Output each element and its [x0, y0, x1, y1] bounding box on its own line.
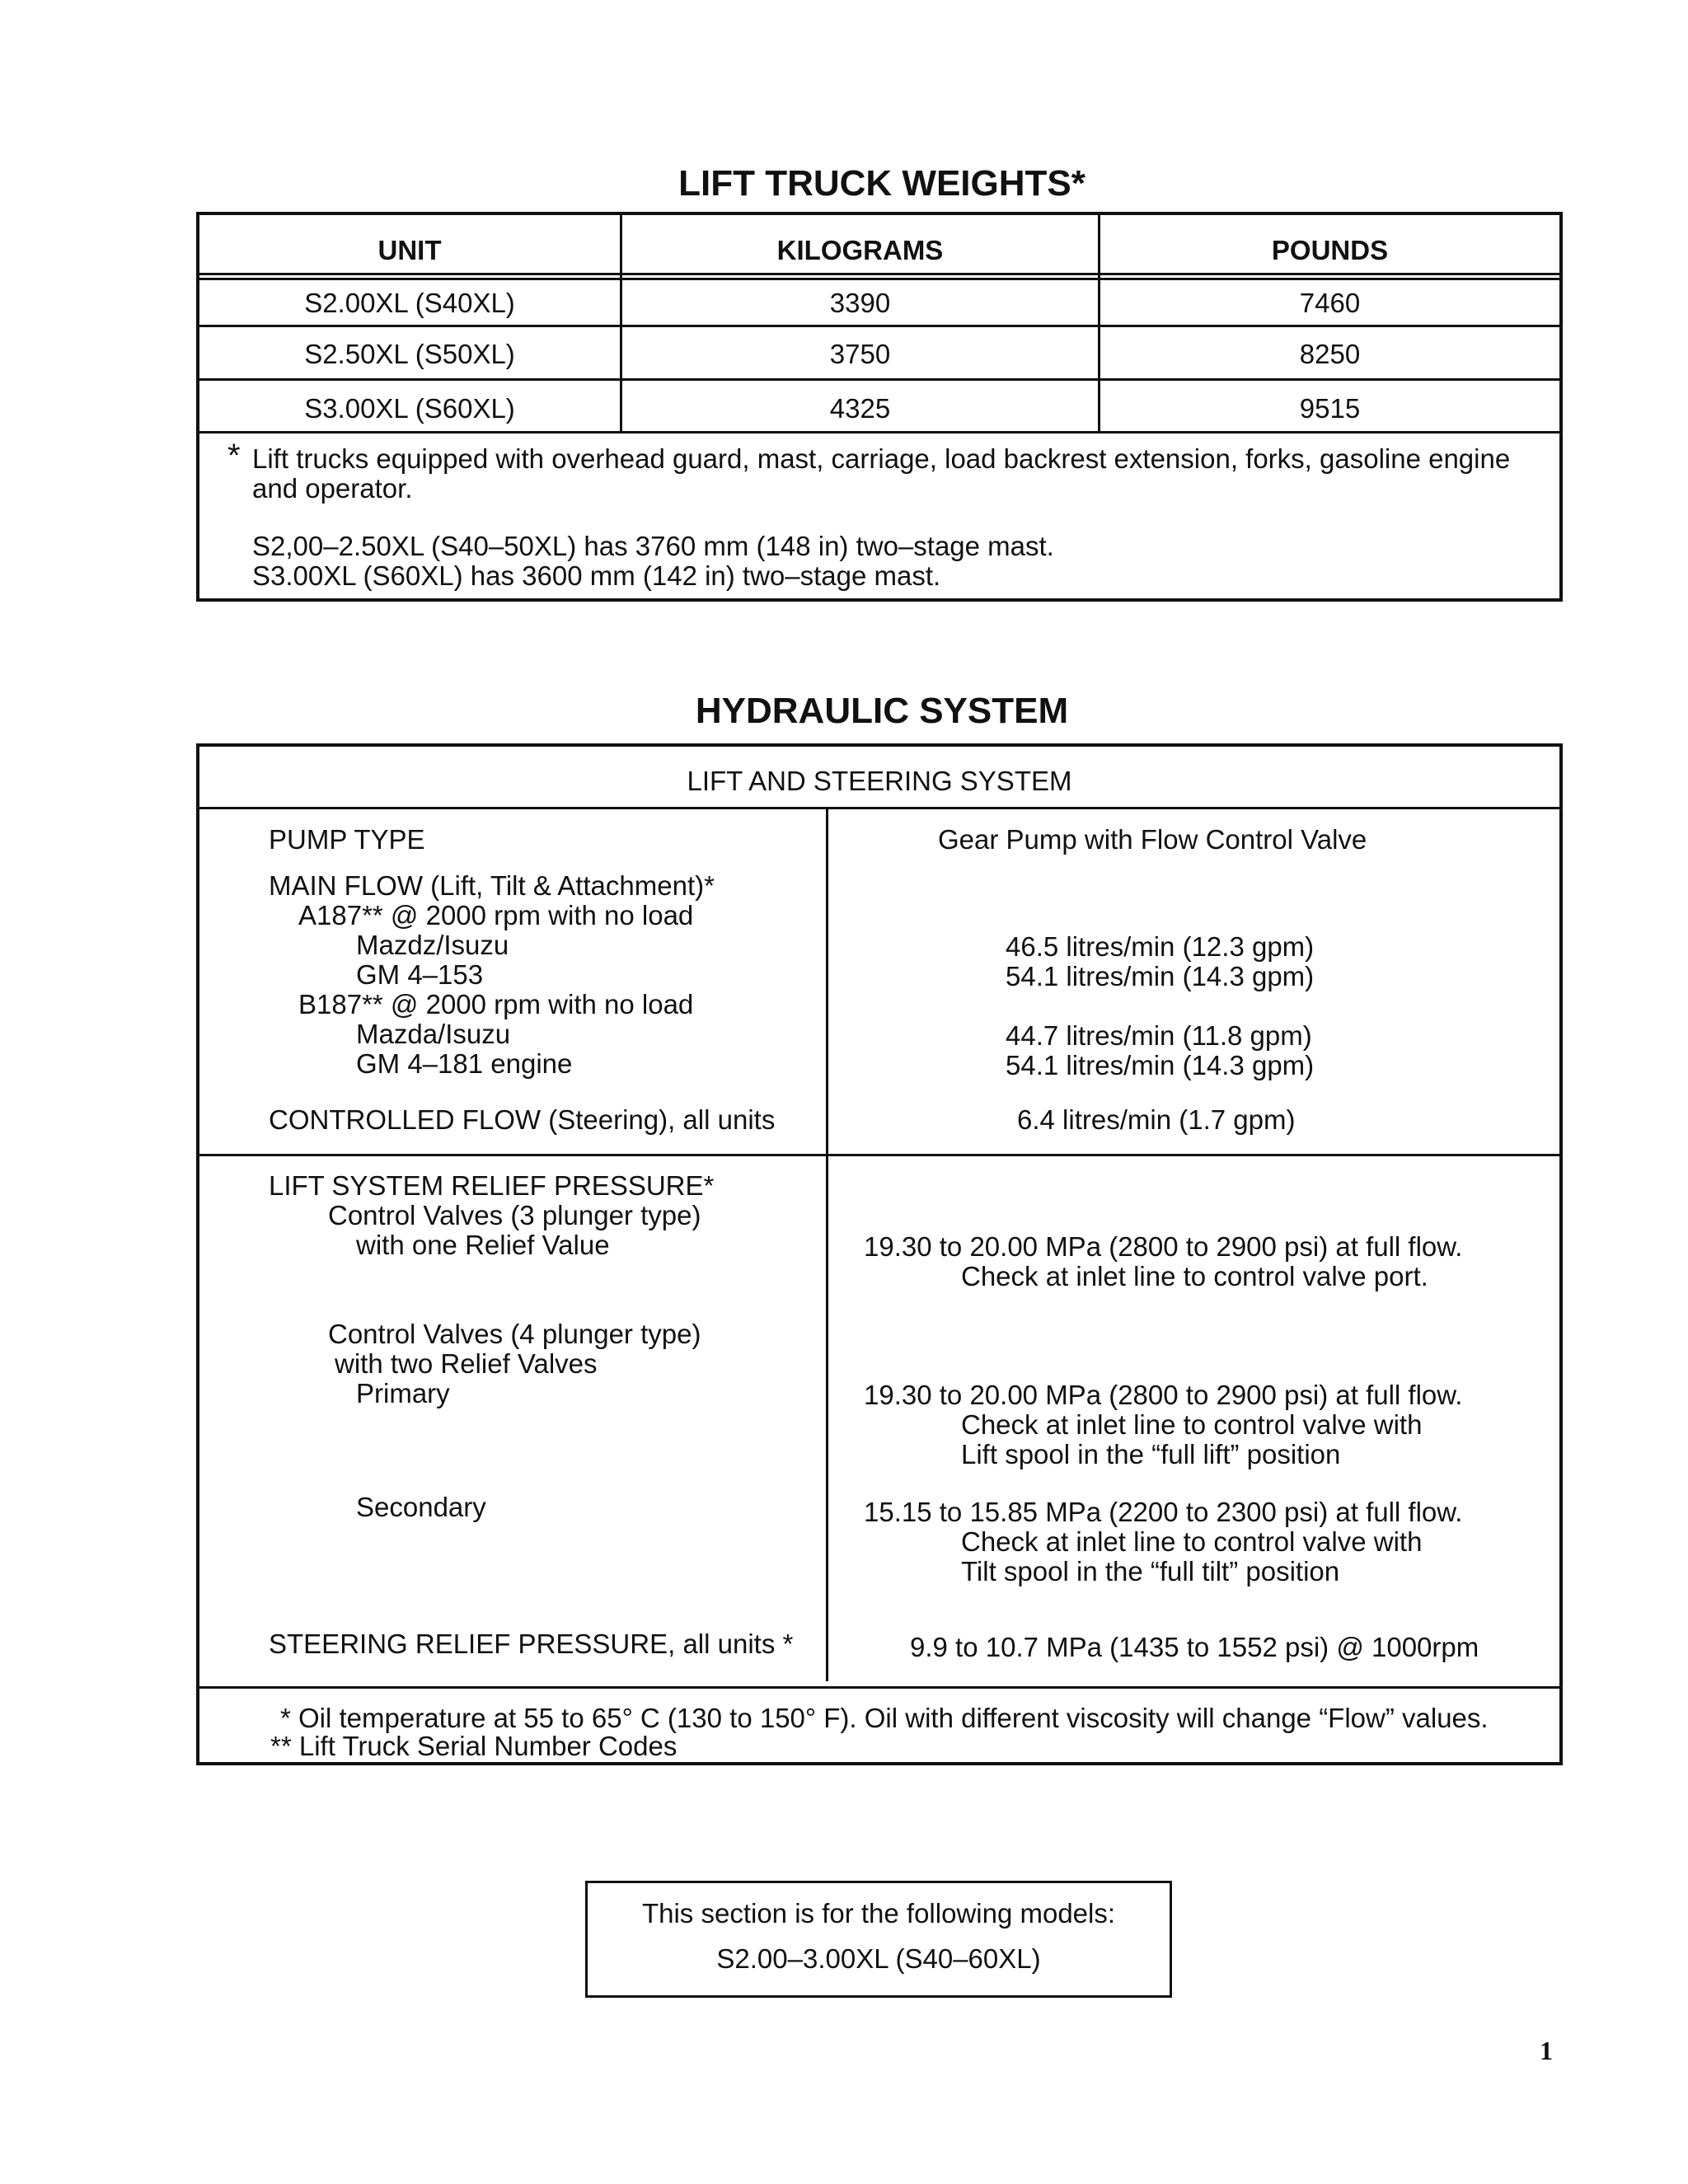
footnote-serial-codes: ** Lift Truck Serial Number Codes: [270, 1731, 678, 1761]
hydraulic-subheader: LIFT AND STEERING SYSTEM: [687, 766, 1072, 796]
header-unit: UNIT: [377, 235, 442, 265]
page-number: 1: [1540, 2036, 1553, 2065]
b187-mazda-value: 44.7 litres/min (11.8 gpm): [1006, 1020, 1312, 1051]
section-divider: [199, 1154, 1559, 1156]
cv3-label: Control Valves (3 plunger type): [328, 1200, 701, 1230]
note-line-1: Lift trucks equipped with overhead guard, mast, carriage, load backrest extension, forks, gasoline engine: [252, 443, 1511, 474]
controlled-flow-value: 6.4 litres/min (1.7 gpm): [1017, 1104, 1296, 1135]
hydraulic-table: [196, 743, 1563, 1765]
primary-pressure-value: 19.30 to 20.00 MPa (2800 to 2900 psi) at full flow.: [864, 1380, 1463, 1410]
main-flow-label: MAIN FLOW (Lift, Tilt & Attachment)*: [269, 870, 715, 901]
footnote-divider: [199, 1686, 1559, 1689]
weights-title: LIFT TRUCK WEIGHTS*: [678, 163, 1085, 204]
weights-table: [196, 212, 1563, 602]
row-1-kg: 3390: [829, 288, 891, 318]
note-asterisk: *: [227, 438, 241, 474]
secondary-check-value: Check at inlet line to control valve with: [961, 1526, 1423, 1557]
secondary-spool-value: Tilt spool in the “full tilt” position: [961, 1556, 1340, 1586]
row-2-lb: 8250: [1299, 339, 1361, 369]
footnote-oil-temp: * Oil temperature at 55 to 65° C (130 to 150° F). Oil with different viscosity will change “Flow” values.: [280, 1703, 1489, 1733]
cv3-relief-label: with one Relief Value: [356, 1230, 610, 1260]
note-line-4: S3.00XL (S60XL) has 3600 mm (142 in) two–stage mast.: [252, 560, 941, 591]
a187-gm-label: GM 4–153: [356, 959, 484, 990]
primary-label: Primary: [356, 1378, 450, 1408]
a187-gm-value: 54.1 litres/min (14.3 gpm): [1006, 961, 1315, 991]
secondary-pressure-value: 15.15 to 15.85 MPa (2200 to 2300 psi) at full flow.: [864, 1497, 1463, 1527]
b187-gm-label: GM 4–181 engine: [356, 1048, 573, 1079]
steering-relief-label: STEERING RELIEF PRESSURE, all units *: [269, 1629, 794, 1659]
header-pounds: POUNDS: [1271, 235, 1389, 265]
secondary-label: Secondary: [356, 1492, 486, 1522]
column-divider: [826, 809, 828, 1681]
lift-relief-label: LIFT SYSTEM RELIEF PRESSURE*: [269, 1170, 715, 1201]
b187-mazda-label: Mazda/Isuzu: [356, 1019, 511, 1049]
row-1-unit: S2.00XL (S40XL): [304, 288, 515, 318]
subheader-divider: [199, 807, 1559, 809]
cv3-check-value: Check at inlet line to control valve port.: [961, 1261, 1428, 1291]
weights-header-divider: [199, 273, 1559, 275]
models-line-2: S2.00–3.00XL (S40–60XL): [716, 1943, 1041, 1974]
controlled-flow-label: CONTROLLED FLOW (Steering), all units: [269, 1104, 776, 1135]
note-line-3: S2,00–2.50XL (S40–50XL) has 3760 mm (148 in) two–stage mast.: [252, 531, 1054, 561]
weights-row-divider-2: [199, 378, 1559, 381]
pump-type-label: PUMP TYPE: [269, 824, 425, 855]
cv4-label: Control Valves (4 plunger type): [328, 1319, 701, 1349]
weights-note-divider: [199, 431, 1559, 434]
pump-type-value: Gear Pump with Flow Control Valve: [938, 824, 1367, 855]
models-box: [585, 1881, 1172, 1998]
a187-label: A187** @ 2000 rpm with no load: [298, 900, 694, 930]
a187-mazda-label: Mazdz/Isuzu: [356, 930, 509, 960]
header-kilograms: KILOGRAMS: [776, 235, 944, 265]
cv4-relief-label: with two Relief Valves: [335, 1348, 598, 1379]
weights-row-divider-1: [199, 325, 1559, 327]
b187-label: B187** @ 2000 rpm with no load: [298, 989, 694, 1019]
hydraulic-title: HYDRAULIC SYSTEM: [695, 691, 1069, 731]
primary-check-value: Check at inlet line to control valve with: [961, 1409, 1423, 1440]
row-3-unit: S3.00XL (S60XL): [304, 393, 515, 424]
a187-mazda-value: 46.5 litres/min (12.3 gpm): [1006, 931, 1315, 962]
weights-header-divider-2: [199, 278, 1559, 280]
row-3-lb: 9515: [1299, 393, 1361, 424]
cv3-pressure-value: 19.30 to 20.00 MPa (2800 to 2900 psi) at full flow.: [864, 1231, 1463, 1262]
row-2-unit: S2.50XL (S50XL): [304, 339, 515, 369]
row-1-lb: 7460: [1299, 288, 1361, 318]
row-3-kg: 4325: [829, 393, 891, 424]
models-line-1: This section is for the following models:: [641, 1898, 1116, 1929]
b187-gm-value: 54.1 litres/min (14.3 gpm): [1006, 1050, 1315, 1080]
steering-relief-value: 9.9 to 10.7 MPa (1435 to 1552 psi) @ 1000rpm: [910, 1632, 1479, 1662]
primary-spool-value: Lift spool in the “full lift” position: [961, 1439, 1341, 1469]
note-line-2: and operator.: [252, 473, 413, 504]
row-2-kg: 3750: [829, 339, 891, 369]
